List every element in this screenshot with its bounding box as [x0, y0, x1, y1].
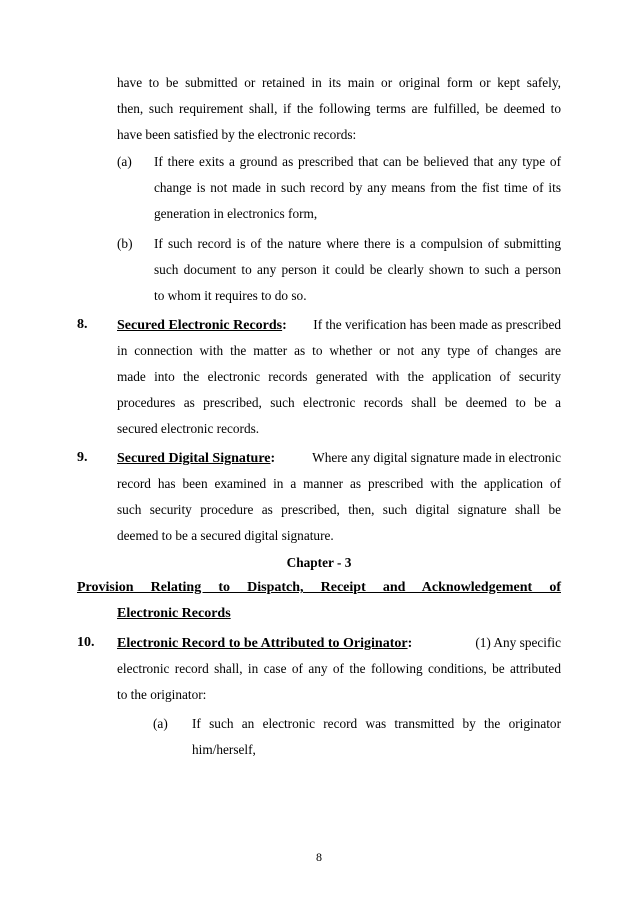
- section-8-first-rest: If the verification has been made as prescribed: [313, 317, 561, 332]
- section-9-line-3: such security procedure as prescribed, then, such digital signature shall be: [117, 502, 561, 517]
- section-10-sub-a-label: (a): [153, 716, 168, 731]
- section-8-line-2: in connection with the matter as to whether or not any type of changes are: [117, 343, 561, 358]
- section-8-first-line: [117, 318, 561, 333]
- section-9-line-4: deemed to be a secured digital signature.: [117, 528, 334, 543]
- section-10-first-rest: (1) Any specific: [475, 635, 561, 650]
- intro-line-1: have to be submitted or retained in its main or original form or kept safely,: [117, 75, 561, 90]
- intro-line-3: have been satisfied by the electronic records:: [117, 127, 357, 142]
- section-8-line-4: procedures as prescribed, such electronic records shall be deemed to be a: [117, 395, 561, 410]
- intro-line-2: then, such requirement shall, if the following terms are fulfilled, be deemed to: [117, 101, 561, 116]
- section-8-heading: Secured Electronic Records: [117, 318, 283, 333]
- section-9-first-rest: Where any digital signature made in electronic: [312, 450, 561, 465]
- item-b-label: (b): [117, 236, 133, 251]
- chapter-heading-line-1: Provision Relating to Dispatch, Receipt and Acknowledgement of: [77, 580, 561, 595]
- item-a-line-2: change is not made in such record by any means from the fist time of its: [154, 180, 561, 195]
- section-9-colon: :: [270, 451, 276, 466]
- section-8-number: 8.: [77, 317, 88, 332]
- section-9-first-line: [117, 451, 561, 466]
- section-10-sub-a-line-1: If such an electronic record was transmitted by the originator: [192, 716, 561, 731]
- section-9-line-2: record has been examined in a manner as prescribed with the application of: [117, 476, 561, 491]
- section-10-line-3: to the originator:: [117, 687, 207, 702]
- section-9-number: 9.: [77, 450, 88, 465]
- chapter-title: Chapter - 3: [286, 555, 352, 570]
- section-8-line-3: made into the electronic records generated with the application of security: [117, 369, 561, 384]
- section-9-heading: Secured Digital Signature: [117, 451, 271, 466]
- item-a-line-1: If there exits a ground as prescribed that can be believed that any type of: [154, 154, 561, 169]
- page-number: 8: [316, 850, 322, 864]
- section-8-colon: :: [282, 318, 287, 333]
- section-10-sub-a-line-2: him/herself,: [192, 742, 256, 757]
- item-b-line-2: such document to any person it could be clearly shown to such a person: [154, 262, 561, 277]
- item-a-label: (a): [117, 154, 132, 169]
- section-10-colon: :: [407, 636, 413, 651]
- item-b-line-1: If such record is of the nature where there is a compulsion of submitting: [154, 236, 561, 251]
- section-10-heading: Electronic Record to be Attributed to Originator: [117, 636, 408, 651]
- section-10-first-line: [117, 636, 561, 651]
- section-10-number: 10.: [77, 635, 95, 650]
- section-8-line-5: secured electronic records.: [117, 421, 260, 436]
- chapter-heading-line-2: Electronic Records: [117, 606, 231, 621]
- item-b-line-3: to whom it requires to do so.: [154, 288, 307, 303]
- section-10-line-2: electronic record shall, in case of any of the following conditions, be attributed: [117, 661, 561, 676]
- item-a-line-3: generation in electronics form,: [154, 206, 318, 221]
